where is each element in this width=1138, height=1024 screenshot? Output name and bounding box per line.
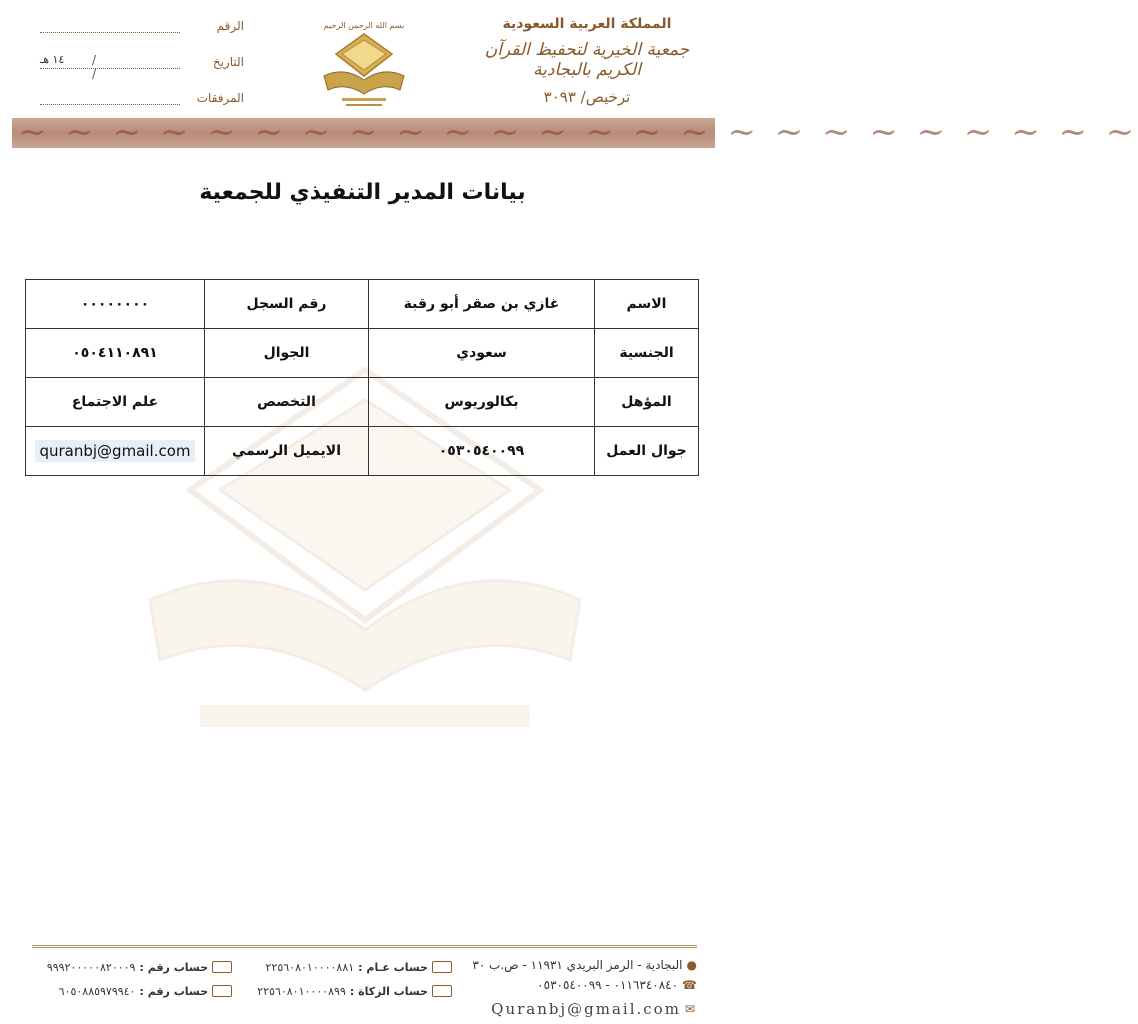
letterhead-org-block xyxy=(467,12,707,106)
association-logo-icon xyxy=(316,14,412,114)
mobile-label: الجوال xyxy=(205,329,369,378)
footer-address: البجادية - الرمز البريدي ١١٩٣١ - ص.ب ٣٠ xyxy=(472,958,683,972)
banner-calligraphy: ~ ~ ~ ~ ~ ~ ~ ~ ~ ~ ~ ~ ~ ~ ~ ~ ~ ~ ~ ~ ~ ~ ~ ~ xyxy=(18,112,1138,152)
riyad-bank-logo-icon xyxy=(212,985,232,997)
work-mobile-value: ٠٥٣٠٥٤٠٠٩٩ xyxy=(369,427,595,476)
official-email-cell xyxy=(26,427,205,476)
general-account-label: حساب عـام : xyxy=(358,960,428,974)
phone-icon: ☎ xyxy=(682,978,697,992)
footer-phones: ٠١١٦٣٤٠٨٤٠ - ٠٥٣٠٥٤٠٠٩٩ xyxy=(537,978,679,992)
attachments-label: المرفقات xyxy=(196,91,244,105)
footer-other-accounts xyxy=(32,955,232,1003)
footer-divider xyxy=(32,945,697,948)
general-account-number: ٢٢٥٦٠٨٠١٠٠٠٠٨٨١ xyxy=(265,960,355,974)
nationality-label: الجنسية xyxy=(595,329,699,378)
account1-number: ٩٩٩٢٠٠٠٠٠٨٢٠٠٠٩ xyxy=(46,960,136,974)
footer-contact xyxy=(457,955,697,1019)
rajhi-bank-logo-icon xyxy=(432,961,452,973)
number-label: الرقم xyxy=(216,19,244,33)
kingdom-name: المملكة العربية السعودية xyxy=(502,16,672,32)
account2-number: ٦٠٥٠٨٨٥٩٧٩٩٤٠ xyxy=(58,984,136,998)
footer-rajhi-accounts xyxy=(232,955,452,1003)
qualification-label: المؤهل xyxy=(595,378,699,427)
official-email-link[interactable]: quranbj@gmail.com xyxy=(35,440,194,462)
zakat-account-number: ٢٢٥٦٠٨٠١٠٠٠٠٨٩٩ xyxy=(257,984,346,998)
date-field[interactable] xyxy=(40,52,180,81)
specialization-value: علم الاجتماع xyxy=(26,378,205,427)
location-pin-icon: ● xyxy=(686,958,697,972)
name-value: غازي بن صقر أبو رقبة xyxy=(369,280,595,329)
zakat-account-label: حساب الزكاة : xyxy=(349,984,428,998)
association-name: جمعية الخيرية لتحفيظ القرآن الكريم بالبجادية xyxy=(484,40,690,80)
footer-email[interactable]: Quranbj@gmail.com xyxy=(491,1000,681,1018)
work-mobile-label: جوال العمل xyxy=(595,427,699,476)
qualification-value: بكالوريوس xyxy=(369,378,595,427)
attachments-field[interactable] xyxy=(40,92,180,105)
registry-value: ٠٠٠٠٠٠٠٠ xyxy=(26,280,205,329)
mobile-value: ٠٥٠٤١١٠٨٩١ xyxy=(26,329,205,378)
account2-label: حساب رقم : xyxy=(139,984,208,998)
account1-label: حساب رقم : xyxy=(139,960,208,974)
albilad-bank-logo-icon xyxy=(212,961,232,973)
letter-reference-block xyxy=(34,14,244,122)
mail-icon: ✉ xyxy=(684,1002,697,1016)
official-email-label: الايميل الرسمي xyxy=(205,427,369,476)
date-separators: / / xyxy=(91,52,136,81)
registry-label: رقم السجل xyxy=(205,280,369,329)
nationality-value: سعودي xyxy=(369,329,595,378)
table-row xyxy=(26,427,699,476)
page-title: بيانات المدير التنفيذي للجمعية xyxy=(199,180,526,205)
rajhi-bank-logo-icon xyxy=(432,985,452,997)
basmala-text: بسم الله الرحمن الرحيم xyxy=(323,21,405,30)
table-row xyxy=(26,280,699,329)
date-label: التاريخ xyxy=(212,55,244,69)
license-number: ترخيص/ ٣٠٩٣ xyxy=(543,88,631,106)
hijri-year-suffix: ١٤ هـ xyxy=(40,52,65,66)
table-row xyxy=(26,329,699,378)
number-field[interactable] xyxy=(40,20,180,33)
specialization-label: التخصص xyxy=(205,378,369,427)
table-row xyxy=(26,378,699,427)
calligraphy-banner xyxy=(12,112,1138,152)
name-label: الاسم xyxy=(595,280,699,329)
executive-director-table xyxy=(25,279,699,476)
